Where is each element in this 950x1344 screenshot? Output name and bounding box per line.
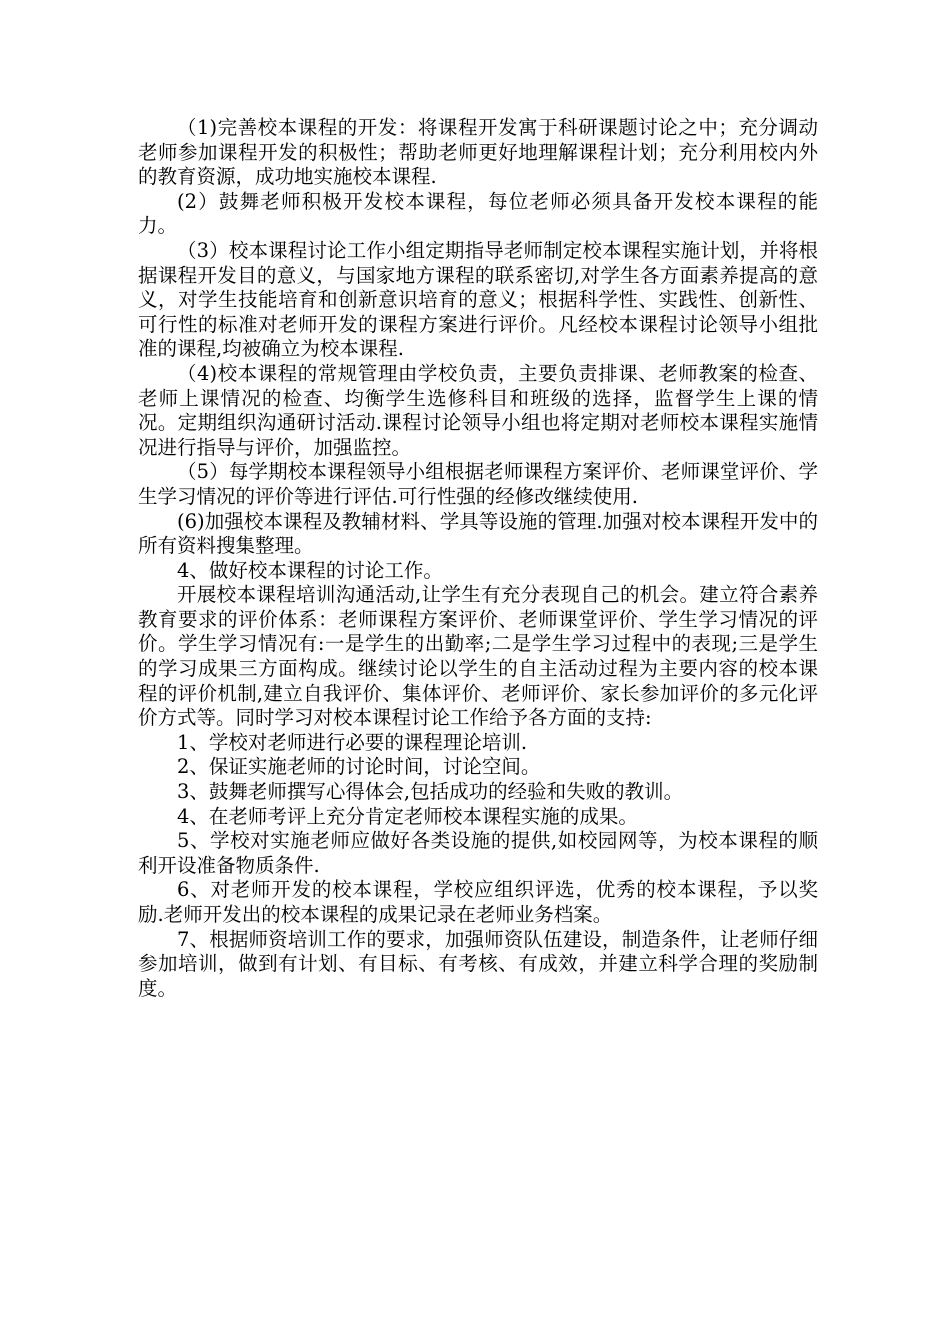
paragraph-training-activities: 开展校本课程培训沟通活动,让学生有充分表现自己的机会。建立符合素养教育要求的评价体系：老师课程方案评价、老师课堂评价、学生学习情况的评价。学生学习情况有:一是学生的出勤率;二是学生学习过程中的表现;三是学生的学习成果三方面构成。继续讨论以学生的自主活动过程为主要内容的校本课程的评价机制,建立自我评价、集体评价、老师评价、家长参加评价的多元化评价方式等。同时学习对校本课程讨论工作给予各方面的支持: [138, 583, 818, 730]
document-body [138, 116, 818, 1001]
section-heading-research-work: 4、做好校本课程的讨论工作。 [177, 558, 443, 582]
paragraph-materials-management: (6)加强校本课程及教辅材料、学具等设施的管理.加强对校本课程开发中的所有资料搜集整理。 [138, 509, 818, 558]
list-item-assessment: 4、在老师考评上充分肯定老师校本课程实施的成果。 [177, 804, 638, 828]
paragraph-routine-management: （4)校本课程的常规管理由学校负责，主要负责排课、老师教案的检查、老师上课情况的检查、均衡学生选修科目和班级的选择，监督学生上课的情况。定期组织沟通研讨活动.课程讨论领导小组也将定期对老师校本课程实施情况进行指导与评价，加强监控。 [138, 361, 818, 459]
paragraph-encourage-teachers: (2）鼓舞老师积极开发校本课程，每位老师必须具备开发校本课程的能力。 [138, 189, 818, 238]
list-item-staff-training: 7、根据师资培训工作的要求，加强师资队伍建设，制造条件，让老师仔细参加培训，做到有计划、有目标、有考核、有成效，并建立科学合理的奖励制度。 [138, 927, 818, 1000]
list-item-research-time: 2、保证实施老师的讨论时间，讨论空间。 [177, 755, 541, 779]
paragraph-working-group: （3）校本课程讨论工作小组定期指导老师制定校本课程实施计划，并将根据课程开发目的意义，与国家地方课程的联系密切,对学生各方面素养提高的意义，对学生技能培育和创新意识培育的意义；根据科学性、实践性、创新性、可行性的标准对老师开发的课程方案进行评价。凡经校本课程讨论领导小组批准的课程,均被确立为校本课程. [138, 238, 818, 361]
list-item-awards: 6、对老师开发的校本课程，学校应组织评选，优秀的校本课程，予以奖励.老师开发出的校本课程的成果记录在老师业务档案。 [138, 878, 818, 926]
paragraph-semester-evaluation: （5）每学期校本课程领导小组根据老师课程方案评价、老师课堂评价、学生学习情况的评价等进行评估.可行性强的经修改继续使用. [138, 460, 818, 508]
list-item-facilities: 5、学校对实施老师应做好各类设施的提供,如校园网等，为校本课程的顺利开设准备物质条件. [138, 829, 818, 877]
list-item-theory-training: 1、学校对老师进行必要的课程理论培训. [177, 730, 528, 754]
paragraph-course-development: （1)完善校本课程的开发：将课程开发寓于科研课题讨论之中；充分调动老师参加课程开发的积极性；帮助老师更好地理解课程计划；充分利用校内外的教育资源，成功地实施校本课程. [138, 116, 818, 189]
list-item-reflections: 3、鼓舞老师撰写心得体会,包括成功的经验和失败的教训。 [177, 780, 684, 804]
